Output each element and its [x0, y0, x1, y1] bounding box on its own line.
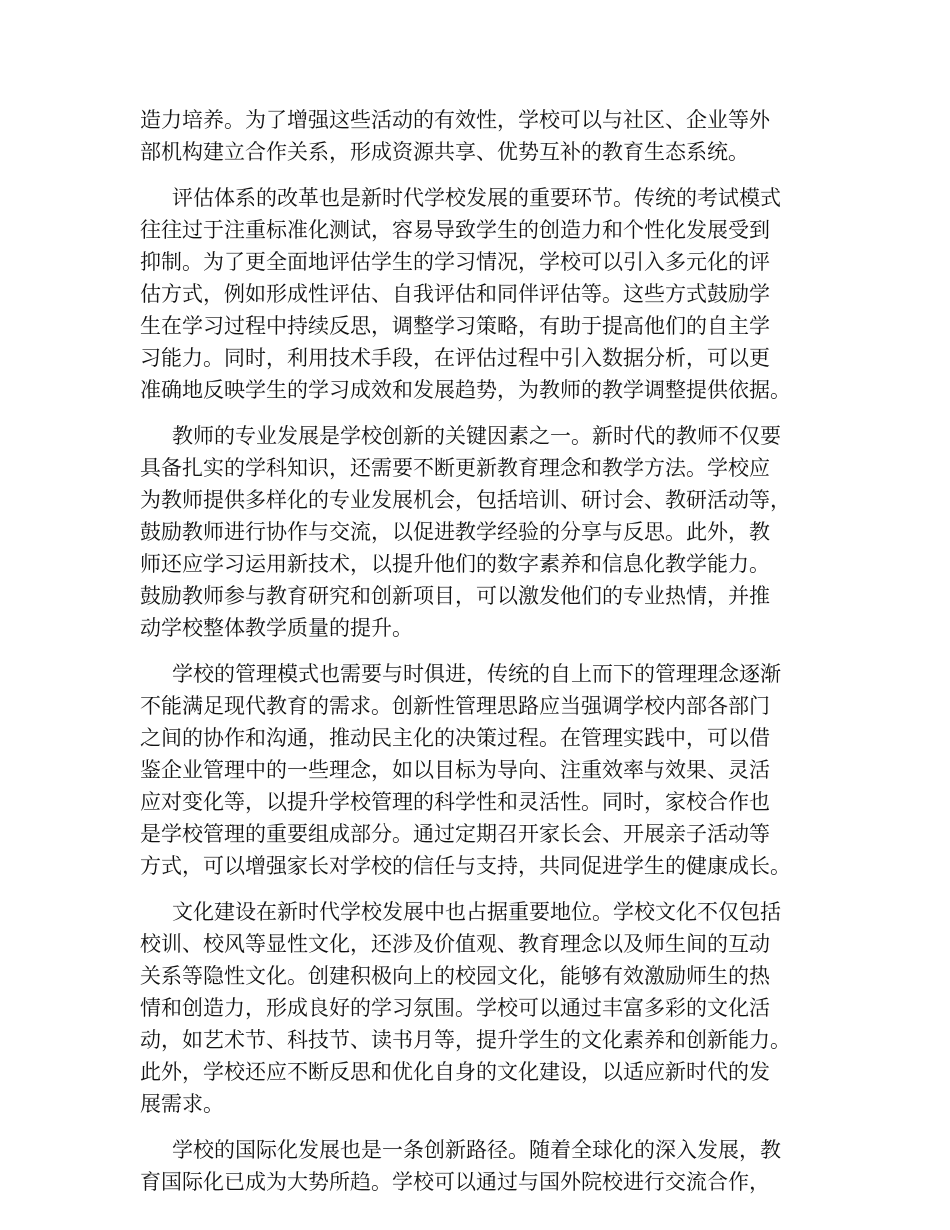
text-line: 造力培养。为了增强这些活动的有效性，学校可以与社区、企业等外 [140, 108, 770, 132]
text-line: 情和创造力，形成良好的学习氛围。学校可以通过丰富多彩的文化活 [140, 996, 770, 1020]
text-line: 往往过于注重标准化测试，容易导致学生的创造力和个性化发展受到 [140, 218, 770, 242]
paragraph-evaluation-reform [140, 182, 830, 406]
text-line: 教师的专业发展是学校创新的关键因素之一。新时代的教师不仅要 [172, 424, 781, 448]
text-line: 为教师提供多样化的专业发展机会，包括培训、研讨会、教研活动等， [140, 488, 791, 512]
text-line: 具备扎实的学科知识，还需要不断更新教育理念和教学方法。学校应 [140, 456, 770, 480]
text-line: 学校的国际化发展也是一条创新路径。随着全球化的深入发展，教 [172, 1138, 781, 1162]
text-line: 鉴企业管理中的一些理念，如以目标为导向、注重效率与效果、灵活 [140, 758, 770, 782]
document-body [140, 104, 830, 1212]
text-line: 生在学习过程中持续反思，调整学习策略，有助于提高他们的自主学 [140, 314, 770, 338]
text-line: 关系等隐性文化。创建积极向上的校园文化，能够有效激励师生的热 [140, 964, 770, 988]
text-line: 文化建设在新时代学校发展中也占据重要地位。学校文化不仅包括 [172, 900, 781, 924]
text-line: 动，如艺术节、科技节、读书月等，提升学生的文化素养和创新能力。 [140, 1028, 791, 1052]
paragraph-management-model [140, 658, 830, 882]
text-line: 习能力。同时，利用技术手段，在评估过程中引入数据分析，可以更 [140, 346, 770, 370]
text-line: 校训、校风等显性文化，还涉及价值观、教育理念以及师生间的互动 [140, 932, 770, 956]
text-line: 师还应学习运用新技术，以提升他们的数字素养和信息化教学能力。 [140, 552, 770, 576]
text-line: 此外，学校还应不断反思和优化自身的文化建设，以适应新时代的发 [140, 1060, 770, 1084]
text-line: 鼓励教师参与教育研究和创新项目，可以激发他们的专业热情，并推 [140, 584, 770, 608]
text-line: 准确地反映学生的学习成效和发展趋势，为教师的教学调整提供依据。 [140, 378, 791, 402]
text-line: 鼓励教师进行协作与交流，以促进教学经验的分享与反思。此外，教 [140, 520, 770, 544]
text-line: 动学校整体教学质量的提升。 [140, 616, 413, 640]
text-line: 之间的协作和沟通，推动民主化的决策过程。在管理实践中，可以借 [140, 726, 770, 750]
text-line: 是学校管理的重要组成部分。通过定期召开家长会、开展亲子活动等 [140, 822, 770, 846]
text-line: 育国际化已成为大势所趋。学校可以通过与国外院校进行交流合作， [140, 1170, 770, 1194]
text-line: 不能满足现代教育的需求。创新性管理思路应当强调学校内部各部门 [140, 694, 770, 718]
paragraph-internationalization [140, 1134, 830, 1198]
text-line: 评估体系的改革也是新时代学校发展的重要环节。传统的考试模式 [172, 186, 781, 210]
text-line: 部机构建立合作关系，形成资源共享、优势互补的教育生态系统。 [140, 140, 749, 164]
text-line: 方式，可以增强家长对学校的信任与支持，共同促进学生的健康成长。 [140, 854, 791, 878]
text-line: 应对变化等，以提升学校管理的科学性和灵活性。同时，家校合作也 [140, 790, 770, 814]
paragraph-culture-building [140, 896, 830, 1120]
text-line: 估方式，例如形成性评估、自我评估和同伴评估等。这些方式鼓励学 [140, 282, 770, 306]
text-line: 展需求。 [140, 1092, 224, 1116]
paragraph-teacher-development [140, 420, 830, 644]
text-line: 抑制。为了更全面地评估学生的学习情况，学校可以引入多元化的评 [140, 250, 770, 274]
text-line: 学校的管理模式也需要与时俱进，传统的自上而下的管理理念逐渐 [172, 662, 781, 686]
paragraph-continuation [140, 104, 830, 168]
